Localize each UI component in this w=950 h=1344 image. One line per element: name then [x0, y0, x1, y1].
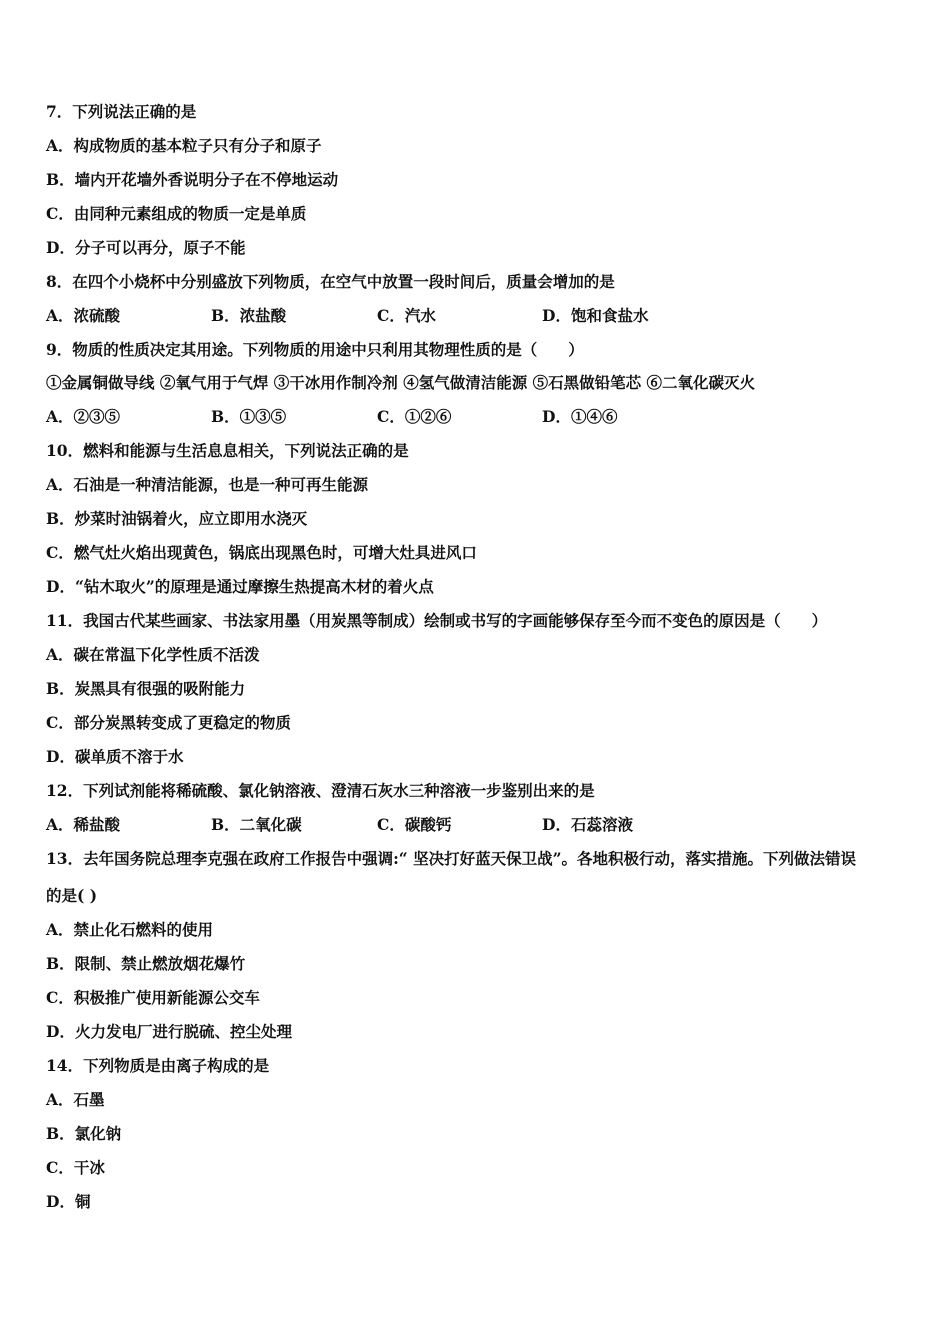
- question-13-option-d: D．火力发电厂进行脱硫、控尘处理: [46, 1022, 292, 1041]
- question-7-option-b: B．墙内开花墙外香说明分子在不停地运动: [46, 170, 339, 189]
- question-10-option-b: B．炒菜时油锅着火，应立即用水浇灭: [46, 509, 308, 528]
- question-14-option-a: A．石墨: [46, 1090, 105, 1109]
- question-10-option-c: C．燃气灶火焰出现黄色，锅底出现黑色时，可增大灶具进风口: [46, 543, 477, 562]
- question-8-options-row: [46, 303, 910, 329]
- question-9-option-a: A．②③⑤: [46, 407, 121, 426]
- question-9-options-row: [46, 404, 910, 430]
- question-13-option-b: B．限制、禁止燃放烟花爆竹: [46, 954, 246, 973]
- question-11-option-d: D．碳单质不溶于水: [46, 747, 184, 766]
- question-12-options-row: [46, 812, 910, 838]
- question-11-option-a: A．碳在常温下化学性质不活泼: [46, 645, 260, 664]
- question-9-option-d: D．①④⑥: [542, 407, 618, 426]
- question-12-option-a: A．稀盐酸: [46, 815, 121, 834]
- question-12-option-d: D．石蕊溶液: [542, 815, 633, 834]
- question-14-option-d: D．铜: [46, 1192, 91, 1211]
- question-13-option-c: C．积极推广使用新能源公交车: [46, 988, 260, 1007]
- question-10-stem: 10．燃料和能源与生活息息相关，下列说法正确的是: [46, 441, 409, 460]
- question-7-option-c: C．由同种元素组成的物质一定是单质: [46, 204, 307, 223]
- question-9-option-c: C．①②⑥: [377, 407, 452, 426]
- question-14-option-c: C．干冰: [46, 1158, 105, 1177]
- question-8-option-c: C．汽水: [377, 306, 436, 325]
- question-9-stem: 9．物质的性质决定其用途。下列物质的用途中只利用其物理性质的是（ ）: [46, 340, 584, 359]
- question-8-option-b: B．浓盐酸: [211, 306, 287, 325]
- question-12-option-c: C．碳酸钙: [377, 815, 452, 834]
- question-7-stem: 7．下列说法正确的是: [46, 102, 197, 121]
- question-13-stem-line-2: 的是( ): [46, 886, 98, 905]
- question-12-option-b: B．二氧化碳: [211, 815, 302, 834]
- question-11-stem: 11．我国古代某些画家、书法家用墨（用炭黑等制成）绘制或书写的字画能够保存至今而不变色的原因是（ ）: [46, 611, 828, 630]
- question-7-option-d: D．分子可以再分，原子不能: [46, 238, 246, 257]
- question-11-option-b: B．炭黑具有很强的吸附能力: [46, 679, 246, 698]
- question-14-option-b: B．氯化钠: [46, 1124, 122, 1143]
- question-13-stem-line-1: 13．去年国务院总理李克强在政府工作报告中强调:“ 坚决打好蓝天保卫战”。各地积极行动，落实措施。下列做法错误: [46, 849, 857, 868]
- question-9-option-b: B．①③⑤: [211, 407, 287, 426]
- question-12-stem: 12．下列试剂能将稀硫酸、氯化钠溶液、澄清石灰水三种溶液一步鉴别出来的是: [46, 781, 595, 800]
- question-11-option-c: C．部分炭黑转变成了更稳定的物质: [46, 713, 291, 732]
- question-8-option-d: D．饱和食盐水: [542, 306, 649, 325]
- question-10-option-d: D．“钻木取火”的原理是通过摩擦生热提高木材的着火点: [46, 577, 434, 596]
- question-7-option-a: A．构成物质的基本粒子只有分子和原子: [46, 136, 322, 155]
- question-14-stem: 14．下列物质是由离子构成的是: [46, 1056, 270, 1075]
- question-9-item-list: ①金属铜做导线 ②氧气用于气焊 ③干冰用作制冷剂 ④氢气做清洁能源 ⑤石黑做铅笔芯 ⑥二氧化碳灭火: [46, 373, 755, 392]
- question-8-option-a: A．浓硫酸: [46, 306, 121, 325]
- question-8-stem: 8．在四个小烧杯中分别盛放下列物质，在空气中放置一段时间后，质量会增加的是: [46, 272, 615, 291]
- question-13-option-a: A．禁止化石燃料的使用: [46, 920, 214, 939]
- question-10-option-a: A．石油是一种清洁能源，也是一种可再生能源: [46, 475, 369, 494]
